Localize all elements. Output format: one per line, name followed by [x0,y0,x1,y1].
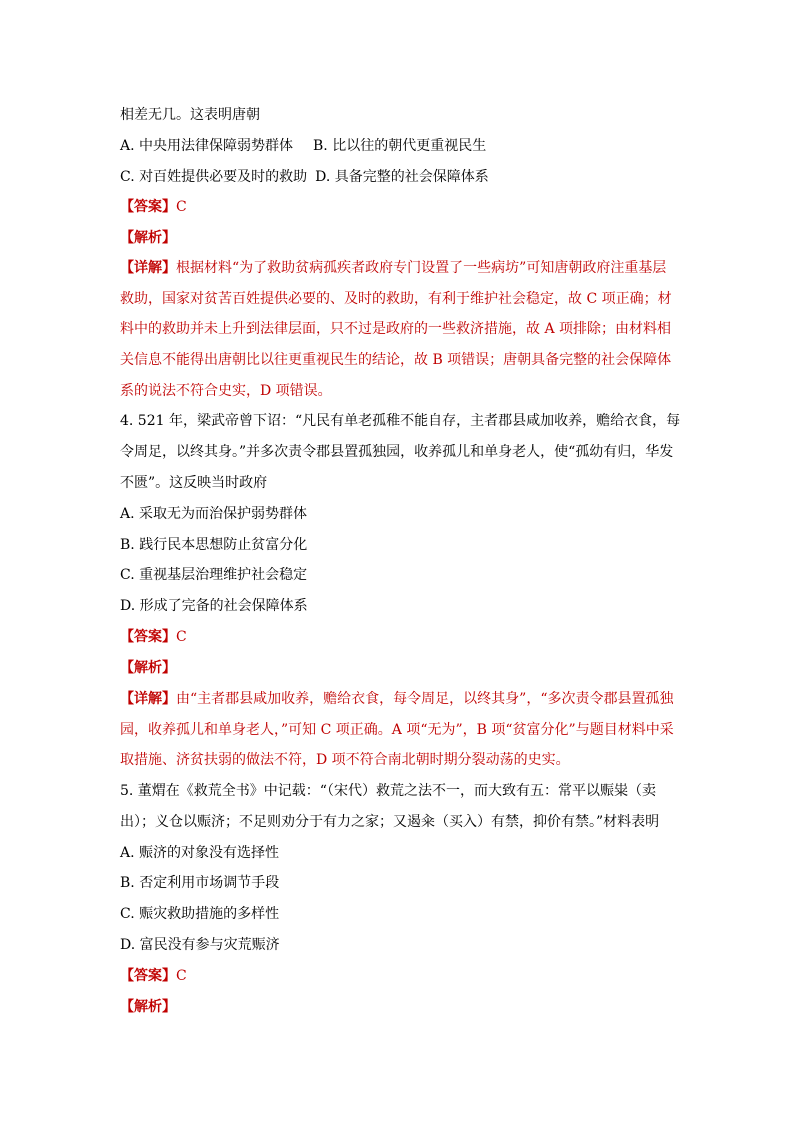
q5-option-b: B. 否定利用市场调节手段 [120,875,280,891]
q5-option-d: D. 富民没有参与灾荒赈济 [120,937,280,953]
q3-detail-line-2: 救助，国家对贫苦百姓提供必要的、及时的救助，有利于维护社会稳定，故 C 项正确；材 [120,291,672,307]
detail-tag: 【详解】 [120,691,176,707]
q4-option-c: C. 重视基层治理维护社会稳定 [120,567,308,583]
answer-value: C [176,199,187,215]
q5-stem-line-2: 出）；义仓以赈济；不足则劝分于有力之家；又遏籴（买入）有禁，抑价有禁。”材料表明 [120,814,660,830]
q4-option-a: A. 采取无为而治保护弱势群体 [120,506,308,522]
q3-options-cd [120,167,489,187]
q3-detail-line-3: 料中的救助并未上升到法律层面，只不过是政府的一些救济措施，故 A 项排除；由材料相 [120,321,672,337]
q3-option-a: A. 中央用法律保障弱势群体 [120,138,294,154]
q4-stem-line-1: 4. 521 年，梁武帝曾下诏：“凡民有单老孤稚不能自存，主者郡县咸加收养，赡给衣食，每 [120,413,681,429]
q4-stem-line-3: 不匮”。这反映当时政府 [120,475,268,491]
q5-option-a: A. 赈济的对象没有选择性 [120,845,280,861]
q3-option-b: B. 比以往的朝代更重视民生 [313,138,487,154]
q4-option-b: B. 践行民本思想防止贫富分化 [120,537,308,553]
answer-value: C [176,629,187,645]
answer-tag: 【答案】 [120,199,176,215]
q4-answer [120,627,187,647]
q3-detail-line-1: 【详解】根据材料“为了救助贫病孤疾者政府专门设置了一些病坊”可知唐朝政府注重基层 [120,260,667,276]
q3-options-ab [120,136,486,156]
q5-analysis-tag: 【解析】 [120,999,176,1015]
answer-value: C [176,968,187,984]
q4-stem-line-2: 令周足，以终其身。”并多次责令郡县置孤独园，收养孤儿和单身老人，使“孤幼有归，华发 [120,444,674,460]
q3-detail-line-5: 系的说法不符合史实，D 项错误。 [120,383,332,399]
q3-option-c: C. 对百姓提供必要及时的救助 [120,169,308,185]
q5-answer [120,966,187,986]
q4-option-d: D. 形成了完备的社会保障体系 [120,598,308,614]
detail-tag: 【详解】 [120,260,176,276]
q4-analysis-tag: 【解析】 [120,660,176,676]
q5-option-c: C. 赈灾救助措施的多样性 [120,906,280,922]
q3-stem-tail: 相差无几。这表明唐朝 [120,107,260,123]
q4-detail-line-1: 【详解】由“主者郡县咸加收养，赡给衣食，每令周足，以终其身”，“多次责令郡县置孤独 [120,691,674,707]
q3-answer [120,197,187,217]
q3-option-d: D. 具备完整的社会保障体系 [315,169,489,185]
answer-tag: 【答案】 [120,968,176,984]
q5-stem-line-1: 5. 董煟在《救荒全书》中记载：“（宋代）救荒之法不一，而大致有五：常平以赈粜（卖 [120,783,656,799]
q4-detail-line-3: 取措施、济贫扶弱的做法不符，D 项不符合南北朝时期分裂动荡的史实。 [120,752,570,768]
q4-detail-line-2: 园，收养孤儿和单身老人，”可知 C 项正确。A 项“无为”，B 项“贫富分化”与题目材料中采 [120,722,674,738]
q3-analysis-tag: 【解析】 [120,230,176,246]
answer-tag: 【答案】 [120,629,176,645]
q3-detail-line-4: 关信息不能得出唐朝比以往更重视民生的结论，故 B 项错误；唐朝具备完整的社会保障体 [120,352,672,368]
